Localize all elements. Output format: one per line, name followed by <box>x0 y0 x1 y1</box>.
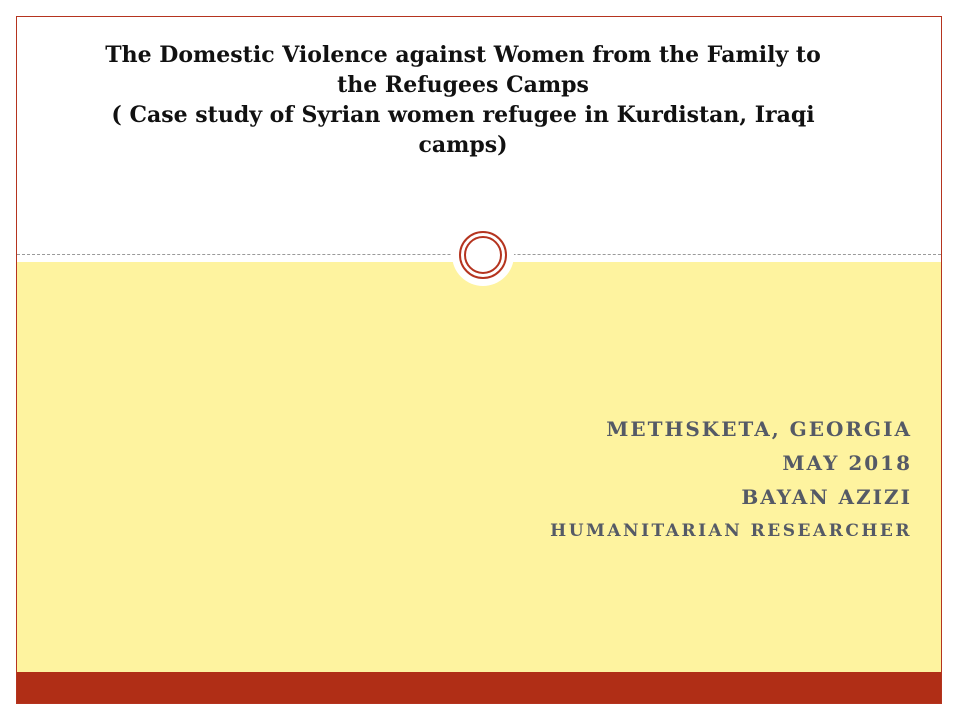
title-line: camps) <box>418 132 508 158</box>
date-text: MAY 2018 <box>782 451 912 475</box>
decorative-inner-ring-icon <box>464 236 502 274</box>
slide-subtitle <box>312 412 912 548</box>
author-name: BAYAN AZIZI <box>741 485 912 509</box>
location-text: METHSKETA, GEORGIA <box>606 417 912 441</box>
title-line: the Refugees Camps <box>337 72 589 98</box>
slide-title <box>40 40 886 160</box>
author-role: HUMANITARIAN RESEARCHER <box>550 521 912 541</box>
title-line: ( Case study of Syrian women refugee in Kurdistan, Iraqi <box>111 102 815 128</box>
title-line: The Domestic Violence against Women from the Family to <box>105 42 821 68</box>
footer-bar <box>17 672 941 703</box>
